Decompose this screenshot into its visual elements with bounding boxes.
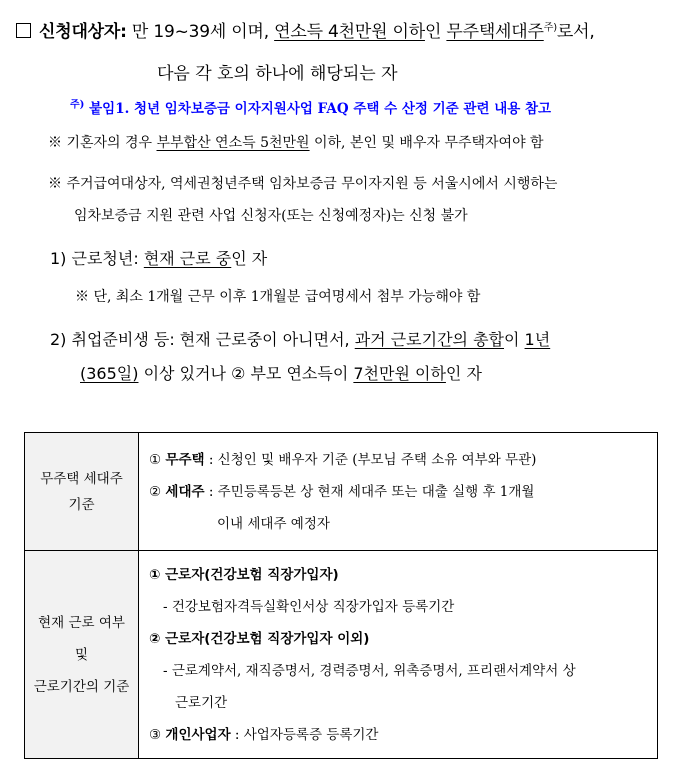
- note-exclusion-line1: ※ 주거급여대상자, 역세권청년주택 임차보증금 무이자지원 등 서울시에서 시행하는: [48, 176, 558, 192]
- item2-parent-income: 7천만원 이하: [353, 364, 446, 383]
- table-row: [25, 551, 658, 759]
- item2-mid2: 이상 있거나 ② 부모 연소득이: [138, 364, 354, 383]
- income-limit: 연소득 4천만원 이하: [274, 22, 425, 42]
- item2-mid1: 이: [504, 330, 525, 349]
- householder-criterion: [149, 476, 647, 508]
- item-job-seeker: [50, 327, 550, 350]
- note-married-income: 부부합산 연소득 5천만원: [156, 135, 310, 151]
- item-working-youth: [50, 246, 267, 269]
- row1-header: [25, 433, 139, 551]
- table-row: [25, 433, 658, 551]
- homeless-label: 무주택: [165, 451, 205, 468]
- heading-part3: 로서,: [556, 22, 595, 42]
- household-head: 무주택세대주: [446, 22, 544, 42]
- item-job-seeker-line2: [80, 361, 482, 384]
- row2-header-line3: 근로기간의 기준: [33, 678, 130, 695]
- householder-text-cont: 이내 세대주 예정자: [217, 515, 330, 532]
- item1-working: 현재 근로 중: [143, 249, 232, 268]
- self-employed-criterion: [149, 719, 647, 751]
- item2-prefix: 2) 취업준비생 등: 현재 근로중이 아니면서,: [50, 330, 355, 349]
- eligibility-heading: [16, 17, 595, 42]
- num-3: ③: [149, 726, 162, 743]
- heading-part1: 만 19~39세 이며,: [126, 22, 275, 42]
- row1-content: [139, 433, 658, 551]
- item1-note: ※ 단, 최소 1개월 근무 이후 1개월분 급여명세서 첨부 가능해야 함: [75, 289, 481, 305]
- item1-suffix: 인 자: [231, 249, 268, 268]
- note-married-prefix: ※ 기혼자의 경우: [48, 135, 157, 151]
- row2-header-line1: 현재 근로 여부: [38, 614, 125, 631]
- item2-365-days: (365일): [80, 364, 139, 383]
- homeless-text: : 신청인 및 배우자 기준 (부모님 주택 소유 여부와 무관): [204, 451, 537, 468]
- employee-insured: ① 근로자(건강보험 직장가입자): [149, 566, 339, 583]
- note-married: [48, 132, 544, 152]
- householder-text: : 주민등록등본 상 현재 세대주 또는 대출 실행 후 1개월: [204, 483, 535, 500]
- row2-header: [25, 551, 139, 759]
- checkbox-square-icon: [16, 23, 31, 38]
- employee-insured-detail: - 건강보험자격득실확인서상 직장가입자 등록기간: [163, 598, 455, 615]
- note-married-suffix: 이하, 본인 및 배우자 무주택자여야 함: [309, 135, 544, 151]
- eligibility-label: 신청대상자:: [39, 22, 127, 42]
- num-1: ①: [149, 451, 162, 468]
- item2-total-period: 과거 근로기간의 총합: [354, 330, 504, 349]
- homeless-criterion: [149, 444, 647, 476]
- footnote-reference: [70, 97, 551, 117]
- row1-header-line1: 무주택 세대주: [40, 470, 123, 487]
- employee-other: ② 근로자(건강보험 직장가입자 이외): [149, 630, 370, 647]
- row1-header-line2: 기준: [68, 496, 95, 513]
- item1-prefix: 1) 근로청년:: [50, 249, 144, 268]
- footnote-text: 붙임1. 청년 임차보증금 이자지원사업 FAQ 주택 수 산정 기준 관련 내용 참고: [84, 101, 552, 117]
- employee-other-detail: - 근로계약서, 재직증명서, 경력증명서, 위촉증명서, 프리랜서계약서 상: [163, 662, 576, 679]
- num-2: ②: [149, 483, 162, 500]
- row2-content: [139, 551, 658, 759]
- row2-header-line2: 및: [74, 646, 89, 663]
- eligibility-heading-line2: 다음 각 호의 하나에 해당되는 자: [157, 64, 398, 84]
- self-employed-text: : 사업자등록증 등록기간: [230, 726, 379, 743]
- employee-other-detail-cont: 근로기간: [175, 694, 228, 711]
- footnote-mark: 주): [543, 22, 557, 34]
- note-exclusion-line2: 임차보증금 지원 관련 사업 신청자(또는 신청예정자)는 신청 불가: [74, 208, 468, 224]
- self-employed-label: 개인사업자: [165, 726, 231, 743]
- footnote-ref-mark: 주): [70, 99, 85, 111]
- item2-one-year: 1년: [524, 330, 551, 349]
- householder-label: 세대주: [165, 483, 205, 500]
- criteria-table: [24, 432, 658, 759]
- item2-suffix: 인 자: [445, 364, 482, 383]
- heading-part2: 인: [424, 22, 447, 42]
